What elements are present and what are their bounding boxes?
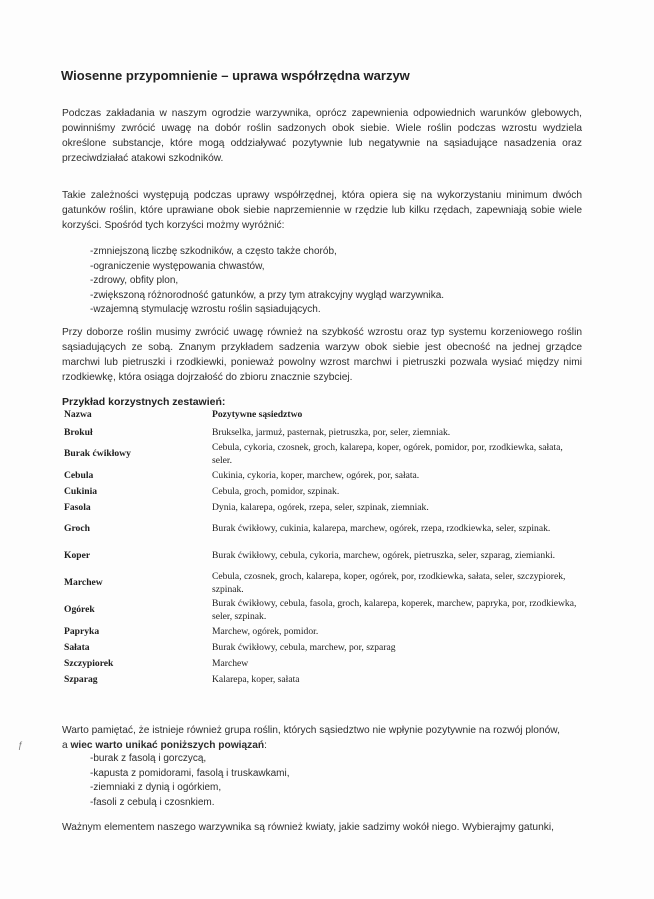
plant-neighbors: Cebula, czosnek, groch, kalarepa, koper, ogórek, por, rzodkiewka, sałata, seler, szczypiorek, szpinak. [212,571,566,595]
list-item: -kapusta z pomidorami, fasolą i truskawkami, [90,767,290,779]
table-row [64,624,584,640]
plant-neighbors: Cebula, groch, pomidor, szpinak. [212,485,340,497]
table-row [64,570,584,597]
benefits-list [90,245,444,318]
page-title: Wiosenne przypomnienie – uprawa współrzędna warzyw [61,68,410,83]
plant-neighbors: Dynia, kalarepa, ogórek, rzepa, seler, szpinak, ziemniak. [212,501,429,513]
table-row [64,656,584,672]
growth-speed-paragraph: Przy doborze roślin musimy zwrócić uwagę również na szybkość wzrostu oraz typ systemu korzeniowego roślin sąsiadujących ze sobą. Znanym przykładem sadzenia warzyw obok siebie jest obecność na jednej grządce marchwi lub pietruszki i rzodkiewki, ponieważ powolny wzrost marchwi i pietruszki pozwala wysiać między nimi rzodkiewkę, która osiąga dojrzałość do zbioru znacznie szybciej. [62,327,582,383]
avoid-intro-prefix: a [62,740,71,751]
plant-name: Koper [64,550,91,562]
plant-name: Burak ćwikłowy [64,448,131,460]
table-row [64,516,584,543]
plant-name: Ogórek [64,604,95,616]
table-header-name: Nazwa [64,409,92,420]
plant-name: Cebula [64,469,94,481]
avoid-list [90,752,290,810]
plant-neighbors: Burak ćwikłowy, cebula, cykoria, marchew, ogórek, pietruszka, seler, szparag, ziemianki. [212,550,556,562]
table-row [64,672,584,688]
plant-name: Szczypiorek [64,657,114,669]
table-caption: Przykład korzystnych zestawień: [62,396,226,408]
plant-neighbors: Brukselka, jarmuż, pasternak, pietruszka, por, seler, ziemniak. [212,426,451,438]
table-row [64,543,584,570]
plant-name: Papryka [64,625,100,637]
plant-name: Groch [64,523,90,535]
table-row [64,640,584,656]
plant-neighbors: Cebula, cykoria, czosnek, groch, kalarepa, koper, ogórek, pomidor, por, rzodkiewka, sałata, seler. [212,442,563,466]
companion-planting-paragraph: Takie zależności występują podczas uprawy współrzędnej, która opiera się na wykorzystaniu minimum dwóch gatunków roślin, które uprawiane obok siebie naprzemiennie w rzędzie lub kilku rzędach, zapewniają sobie wiele korzyści. Spośród tych korzyści możmy wyróżnić: [62,190,582,231]
avoid-intro-emphasis: wiec warto unikać poniższych powiązań [70,740,265,751]
plant-neighbors: Kalarepa, koper, sałata [212,673,300,685]
list-item: -wzajemną stymulację wzrostu roślin sąsiadujących. [90,304,321,315]
plant-neighbors: Burak ćwikłowy, cukinia, kalarepa, marchew, ogórek, rzepa, rzodkiewka, seler, szpinak. [212,523,551,535]
list-item: -ograniczenie występowania chwastów, [90,260,265,272]
plant-name: Fasola [64,501,91,513]
plant-name: Brokuł [64,426,93,438]
list-item: -ziemniaki z dynią i ogórkiem, [90,782,222,793]
list-item: -fasoli z cebulą i czosnkiem. [90,796,215,808]
table-header-neighbors: Pozytywne sąsiedztwo [212,409,303,420]
plant-name: Sałata [64,641,90,653]
plant-name: Marchew [64,577,103,589]
table-row [64,500,584,516]
list-item: -zmniejszoną liczbę szkodników, a często także chorób, [90,246,337,257]
avoid-intro-line1: Warto pamiętać, że istnieje również grupa roślin, których sąsiedztwo nie wpłynie pozytywnie na rozwój plonów, [62,725,560,736]
list-item: -zdrowy, obfity plon, [90,275,179,286]
companion-table [64,409,584,688]
avoid-intro-colon: : [264,740,267,751]
intro-paragraph: Podczas zakładania w naszym ogrodzie warzywnika, oprócz zapewnienia odpowiednich warunków glebowych, powinniśmy zwrócić uwagę na dobór roślin sadzonych obok siebie. Wiele roślin podczas wzrostu wydziela określone substancje, które mogą oddziaływać pozytywnie lub negatywnie na sąsiadujące nasadzenia oraz przeciwdziałać atakowi szkodników. [62,108,582,164]
plant-neighbors: Marchew, ogórek, pomidor. [212,625,319,637]
plant-neighbors: Burak ćwikłowy, cebula, marchew, por, szparag [212,641,396,653]
plant-name: Szparag [64,673,98,685]
plant-name: Cukinia [64,485,98,497]
table-row [64,597,584,624]
flowers-paragraph: Ważnym elementem naszego warzywnika są również kwiaty, jakie sadzimy wokół niego. Wybierajmy gatunki, [62,822,554,833]
plant-neighbors: Cukinia, cykoria, koper, marchew, ogórek, por, sałata. [212,469,420,481]
plant-neighbors: Marchew [212,657,249,669]
margin-mark: ƒ [18,740,24,750]
avoid-intro-paragraph [62,723,592,753]
list-item: -zwiększoną różnorodność gatunków, a przy tym atrakcyjny wygląd warzywnika. [90,289,445,301]
table-row [64,484,584,500]
plant-neighbors: Burak ćwikłowy, cebula, fasola, groch, kalarepa, koperek, marchew, papryka, por, rzodkiewka, seler, szpinak. [212,598,577,622]
table-row [64,468,584,484]
table-row [64,425,584,441]
list-item: -burak z fasolą i gorczycą, [90,753,207,764]
table-row [64,441,584,468]
